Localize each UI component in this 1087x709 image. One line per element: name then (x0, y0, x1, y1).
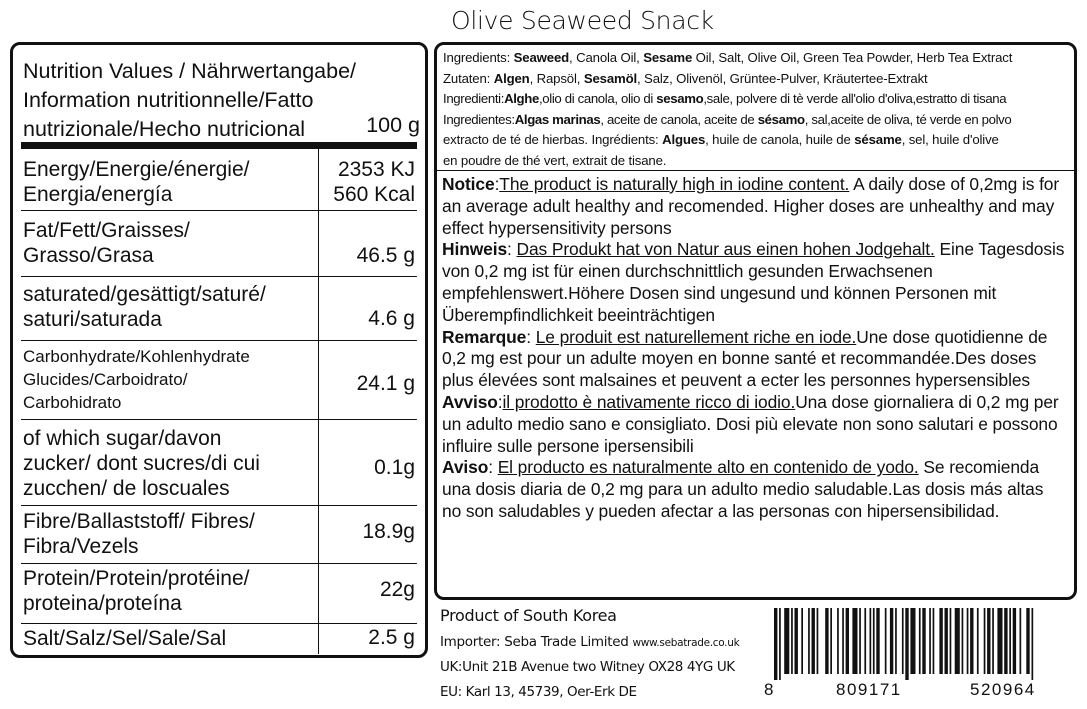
product-title: Olive Seaweed Snack (451, 6, 714, 35)
barcode-digit-group-2: 520964 (970, 680, 1036, 699)
barcode-bar (885, 608, 887, 674)
nutrient-label-line: Energy/Energie/énergie/ (23, 158, 250, 181)
barcode-bar (859, 608, 861, 674)
barcode-bar (905, 608, 908, 680)
barcode-bar (919, 608, 921, 674)
barcode-bar (852, 608, 857, 674)
nutrient-label (23, 282, 313, 332)
barcode-bar (846, 608, 849, 674)
nutrition-table (10, 42, 428, 658)
notice-de: Hinweis: Das Produkt hat von Natur aus einen hohen Jodgehalt. Eine Tagesdosis von 0,2 mg ist für einen durchschnittlich gesunden Erwachsenen empfehlenswert.Höhere Dosen sind ungesund und können Personen mit Überempfindlichkeit beeinträchtigen (442, 239, 1065, 325)
barcode-bar (984, 608, 986, 674)
nutrition-row-energy (21, 149, 417, 211)
notice-it: Avviso:il prodotto è nativamente ricco di iodio.Una dose giornaliera di 0,2 mg per un adulto medio sano e consigliato. Dosi più elevate non sono salutari e possono influire sulle persone ipersensibili (442, 391, 1059, 456)
nutrient-label-line: zucchen/ de loscuales (23, 477, 230, 500)
barcode-bar (795, 608, 798, 674)
nutrient-label (23, 426, 313, 501)
barcode-bar (779, 608, 781, 680)
barcode-bar (933, 608, 935, 674)
nutrient-label (23, 566, 313, 616)
column-divider (318, 149, 319, 210)
column-divider (318, 277, 319, 340)
column-divider (318, 341, 319, 419)
nutrition-row-fat (21, 211, 417, 277)
barcode-bar (910, 608, 915, 674)
nutrition-header-line: Nutrition Values / Nährwertangabe/ (23, 59, 357, 83)
barcode-bar (890, 608, 893, 674)
barcode-bar (808, 608, 810, 674)
barcode-bar (945, 608, 948, 674)
nutrition-header-line: Information nutritionnelle/Fatto (23, 88, 314, 112)
ingredients-en: Ingredients: Seaweed, Canola Oil, Sesame Oil, Salt, Olive Oil, Green Tea Powder, Herb Tea Extract (443, 50, 1013, 65)
nutrient-value-line: 2353 KJ (337, 158, 415, 181)
ingredients-es-fr: extracto de té de hierbas. Ingrédients: Algues, huile de canola, huile de sésame, sel, huile d'olive (443, 132, 999, 148)
barcode-bar (1026, 608, 1029, 674)
iodine-notices (442, 174, 1067, 523)
nutrient-label-line: saturated/gesättigt/saturé/ (23, 283, 266, 306)
barcode-bar (842, 608, 844, 674)
barcode-bar (812, 608, 815, 674)
barcode-bar (876, 608, 879, 674)
section-divider (437, 170, 1074, 171)
nutrient-label (23, 509, 313, 559)
notice-fr: Remarque: Le produit est naturellement riche en iode.Une dose quotidienne de 0,2 mg est pour un adulte moyen en bonne santé et recommandée.Des doses plus élevées sont malsaines et peuvent a ecter les personnes hypersensibles (442, 326, 1048, 391)
origin-text: Product of South Korea (440, 606, 617, 625)
barcode-bar (801, 608, 803, 674)
barcode-bar (950, 608, 952, 674)
nutrient-label-line: Fat/Fett/Graisses/ (23, 219, 190, 242)
barcode-bar (929, 608, 931, 674)
nutrient-label-line: Grasso/Grasa (23, 244, 154, 267)
barcode-bar (939, 608, 942, 674)
ingredients-es: Ingredientes:Algas marinas, aceite de canola, aceite de sésamo, sal,aceite de oliva, té verde en polvo (443, 111, 1012, 127)
barcode-bar (825, 608, 828, 674)
nutrient-label-line: Carbonhydrate/Kohlenhydrate (23, 347, 250, 366)
barcode-bar (992, 608, 994, 674)
barcode-bar (895, 608, 897, 674)
nutrient-label-line: saturi/saturada (23, 308, 162, 331)
barcode-digit-group-1: 809171 (836, 680, 902, 699)
nutrient-label-line: Protein/Protein/protéine/ (23, 567, 250, 590)
eu-address: EU: Karl 13, 45739, Oer-Erk DE (440, 684, 637, 700)
nutrition-row-sugar (21, 420, 417, 506)
thick-divider (21, 142, 417, 149)
uk-address: UK:Unit 21B Avenue two Witney OX28 4YG UK (440, 659, 735, 675)
nutrient-label-line: of which sugar/davon (23, 427, 222, 450)
nutrient-label-line: proteina/proteína (23, 592, 182, 615)
nutrient-value: 18.9g (362, 520, 415, 543)
nutrient-label (23, 218, 313, 268)
nutrient-value: 0.1g (374, 456, 415, 479)
column-divider (318, 506, 319, 563)
nutrition-row-salt (21, 624, 417, 654)
nutrient-label-line: Glucides/Carboidrato/ (23, 370, 188, 389)
nutrient-label-line: Energia/energía (23, 183, 173, 206)
column-divider (318, 420, 319, 505)
nutrition-row-fibre (21, 506, 417, 564)
nutrient-label-line: Fibra/Vezels (23, 535, 139, 558)
barcode-bar (955, 608, 960, 674)
column-divider (318, 564, 319, 623)
barcode-bar (987, 608, 990, 674)
barcode-bar (873, 608, 875, 674)
nutrient-value: 4.6 g (368, 307, 415, 330)
barcode-bar (1004, 608, 1007, 674)
nutrient-value-line: 560 Kcal (333, 183, 415, 206)
column-divider (318, 211, 319, 276)
nutrient-value: 22g (379, 578, 415, 601)
barcode-bar (977, 608, 979, 674)
nutrition-row-carbohydrate (21, 341, 417, 420)
ingredients-fr-end: en poudre de thé vert, extrait de tisane. (443, 152, 667, 168)
barcode-bar (791, 608, 793, 674)
nutrition-row-saturated (21, 277, 417, 341)
nutrient-value (333, 157, 415, 207)
ingredients-text (443, 48, 1068, 172)
barcode-bar (774, 608, 777, 680)
column-divider (318, 624, 319, 654)
notice-es: Aviso: El producto es naturalmente alto en contenido de yodo. Se recomienda una dosis diaria de 0,2 mg para un adulto medio saludable.Las dosis más altas no son saludables y pueden afectar a las personas con hipersensibilidad. (442, 457, 1044, 521)
barcode-bar (962, 608, 964, 674)
ingredients-de: Zutaten: Algen, Rapsöl, Sesamöl, Salz, Olivenöl, Grüntee-Pulver, Kräutertee-Extrakt (443, 70, 928, 86)
nutrient-value: 46.5 g (356, 244, 415, 267)
barcode-bar (967, 608, 969, 674)
nutrient-label: Salt/Salz/Sel/Sale/Sal (23, 627, 227, 650)
barcode-bar (997, 608, 1002, 674)
barcode-bar (1013, 608, 1016, 674)
barcode-bar (830, 608, 832, 674)
barcode-bar (902, 608, 904, 674)
nutrition-header (23, 57, 418, 144)
barcode-bar (817, 608, 819, 674)
barcode-bar (837, 608, 839, 674)
nutrient-value: 24.1 g (356, 372, 415, 395)
barcode-bar (1032, 608, 1034, 680)
barcode-bar (1020, 608, 1022, 674)
website-link: www.sebatrade.co.uk (632, 637, 740, 649)
barcode-bar (970, 608, 973, 674)
barcode-digit-1: 8 (764, 680, 775, 699)
barcode-bar (870, 608, 872, 674)
nutrient-label (23, 157, 313, 207)
barcode (760, 608, 1078, 680)
importer-info (440, 606, 739, 700)
importer-text: Importer: Seba Trade Limited www.sebatrade.co.uk (440, 634, 740, 650)
nutrient-label-line: Carbohidrato (23, 393, 122, 412)
nutrition-amount: 100 g (366, 113, 420, 137)
notice-en: Notice:The product is naturally high in iodine content. A daily dose of 0,2mg is for an average adult healthy and recomended. Higher doses are unhealthy and may effect hypersensitivity persons (442, 174, 1060, 238)
nutrient-label-line: Fibre/Ballaststoff/ Fibres/ (23, 510, 255, 533)
barcode-bar (922, 608, 925, 674)
barcode-bar (864, 608, 866, 674)
nutrient-value: 2.5 g (368, 626, 415, 649)
nutrition-header-line: nutrizionale/Hecho nutricional (23, 117, 306, 141)
barcode-bar (1009, 608, 1011, 674)
barcode-bar (784, 608, 789, 674)
nutrient-label-line: zucker/ dont sucres/di cui (23, 452, 260, 475)
nutrient-label (23, 345, 313, 414)
ingredients-panel (434, 42, 1077, 600)
ingredients-it: Ingredienti:Alghe,olio di canola, olio di sesamo,sale, polvere di tè verde all'olio d'oliva,estratto di tisana (443, 91, 1007, 107)
nutrition-row-protein (21, 564, 417, 624)
